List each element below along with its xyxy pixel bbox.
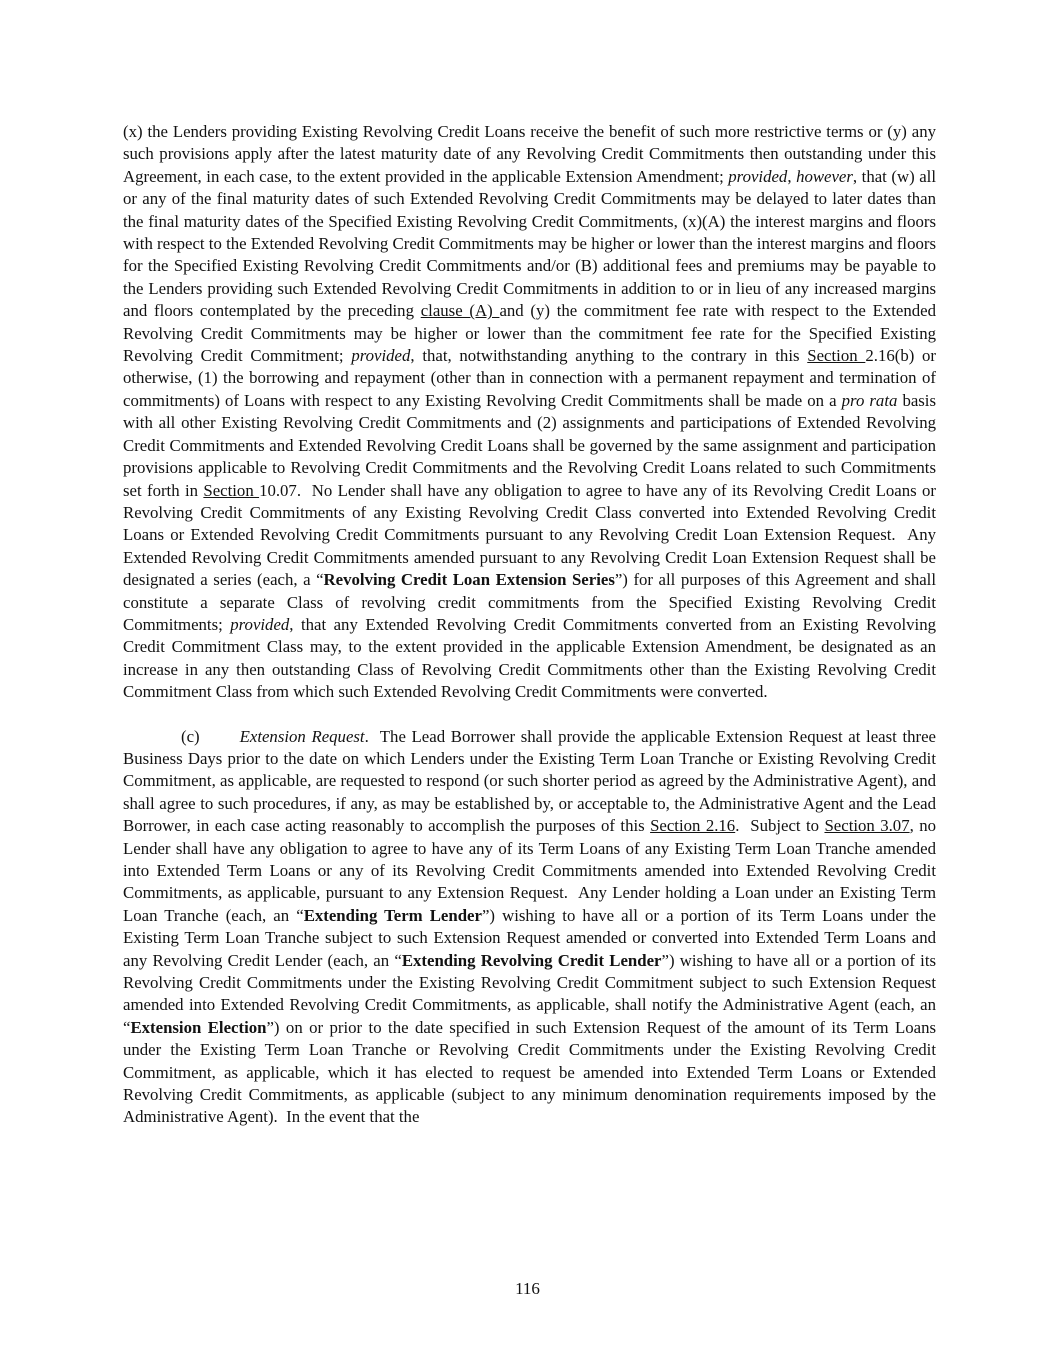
text-run: clause (A) xyxy=(420,301,500,321)
text-run: however xyxy=(796,166,853,186)
paragraph-b-continuation xyxy=(123,121,936,704)
text-run: 10.07. No Lender shall have any obligation to agree to have any of its Revolving Credit Loans or Revolving Credit Commitments of any Existing Revolving Credit Class converted into Extended Revolving Credit Loans or Extended Revolving Credit Commitments pursuant to any Revolving Credit Loan Extension Request. Any Extended Revolving Credit Commitments amended pursuant to any Revolving Credit Loan Extension Request shall be designated a series (each, a “ xyxy=(123,480,936,590)
text-run: , xyxy=(787,166,797,186)
text-run: (c) xyxy=(181,726,200,746)
text-run: Section xyxy=(807,346,866,366)
text-run: and (y) the commitment fee rate with respect to the Extended Revolving Credit Commitments may be higher or lower than the commitment fee rate for the Specified Existing Revolving Credit Commitment; xyxy=(123,301,936,366)
text-run: 2.16(b) or otherwise, (1) the borrowing and repayment (other than in connection with a permanent repayment and termination of commitments) of Loans with respect to any Existing Revolving Credit Commitments shall be made on a xyxy=(123,346,937,410)
text-run: Section xyxy=(203,480,260,500)
text-run: ”) on or prior to the date specified in such Extension Request of the amount of its Term Loans under the Existing Term Loan Tranche or Revolving Credit Commitments under the Existing Revolving Credit Commitment, as applicable, which it has elected to request be amended into Extended Term Loans or Extended Revolving Credit Commitments, as applicable (subject to any minimum denomination requirements imposed by the Administrative Agent). In the event that the xyxy=(123,1017,936,1127)
text-run: Revolving Credit Loan Extension Series xyxy=(323,570,615,590)
text-run: , that any Extended Revolving Credit Commitments converted from an Existing Revolving Credit Commitment Class may, to the extent provided in the applicable Extension Amendment, be designated as an increase in any then outstanding Class of Revolving Credit Commitments other than the Existing Revolving Credit Commitment Class from which such Extended Revolving Credit Commitments were converted. xyxy=(123,614,936,702)
text-run: Extension Election xyxy=(130,1017,267,1037)
text-run: provided xyxy=(728,166,788,186)
text-run: Section 2.16 xyxy=(650,816,736,836)
text-run: provided xyxy=(230,614,290,634)
text-run: Section 3.07 xyxy=(824,816,910,836)
text-run: Extending Term Lender xyxy=(303,905,482,925)
text-run: Extending Revolving Credit Lender xyxy=(401,950,662,970)
paragraph-c-extension-request xyxy=(123,726,936,1129)
page-number: 116 xyxy=(515,1279,540,1298)
text-run: provided xyxy=(351,346,411,366)
text-run: . The Lead Borrower shall provide the applicable Extension Request at least three Business Days prior to the date on which Lenders under the Existing Term Loan Tranche or Existing Revolving Credit Commitment, as applicable, are requested to respond (or such shorter period as agreed by the Administrative Agent), and shall agree to such procedures, if any, as may be established by, or acceptable to, the Administrative Agent and the Lead Borrower, in each case acting reasonably to accomplish the purposes of this xyxy=(123,726,936,836)
text-run: pro rata xyxy=(841,390,898,410)
text-run: , that, notwithstanding anything to the contrary in this xyxy=(410,346,808,366)
text-run: Extension Request xyxy=(239,726,365,746)
text-run: . Subject to xyxy=(735,816,825,836)
text-run: (x) the Lenders providing Existing Revolving Credit Loans receive the benefit of such more restrictive terms or (y) any such provisions apply after the latest maturity date of any Revolving Credit Commitments then outstanding under this Agreement, in each case, to the extent provided in the applicable Extension Amendment; xyxy=(123,122,936,186)
document-body xyxy=(123,121,936,1129)
text-run: , that (w) all or any of the final maturity dates of such Extended Revolving Credit Commitments may be delayed to later dates than the final maturity dates of the Specified Existing Revolving Credit Commitments, (x)(A) the interest margins and floors with respect to the Extended Revolving Credit Commitments may be higher or lower than the interest margins and floors for the Specified Existing Revolving Credit Commitments and/or (B) additional fees and premiums may be payable to the Lenders providing such Extended Revolving Credit Commitments in addition to or in lieu of any increased margins and floors contemplated by the preceding xyxy=(123,166,936,321)
text-run: basis with all other Existing Revolving Credit Commitments and (2) assignments and participations of Extended Revolving Credit Commitments and Extended Revolving Credit Loans shall be governed by the same assignment and participation provisions applicable to Revolving Credit Commitments and the Revolving Credit Loans related to such Commitments set forth in xyxy=(123,390,937,500)
text-run: ”) for all purposes of this Agreement and shall constitute a separate Class of revolving credit commitments from the Specified Existing Revolving Credit Commitments; xyxy=(123,570,937,634)
text-run: ”) wishing to have all or a portion of its Revolving Credit Commitments under the Existing Revolving Credit Commitment subject to such Extension Request amended into Extended Revolving Credit Commitments, as applicable, shall notify the Administrative Agent (each, an “ xyxy=(123,950,937,1037)
text-run: ”) wishing to have all or a portion of its Term Loans under the Existing Term Loan Tranche subject to such Extension Request amended or converted into Extended Term Loans and any Revolving Credit Lender (each, an “ xyxy=(123,905,936,970)
text-run: , no Lender shall have any obligation to agree to have any of its Term Loans of any Existing Term Loan Tranche amended into Extended Term Loans or any of its Revolving Credit Commitments amended into Extended Revolving Credit Commitments, as applicable, pursuant to any Extension Request. Any Lender holding a Loan under an Existing Term Loan Tranche (each, an “ xyxy=(123,816,936,925)
